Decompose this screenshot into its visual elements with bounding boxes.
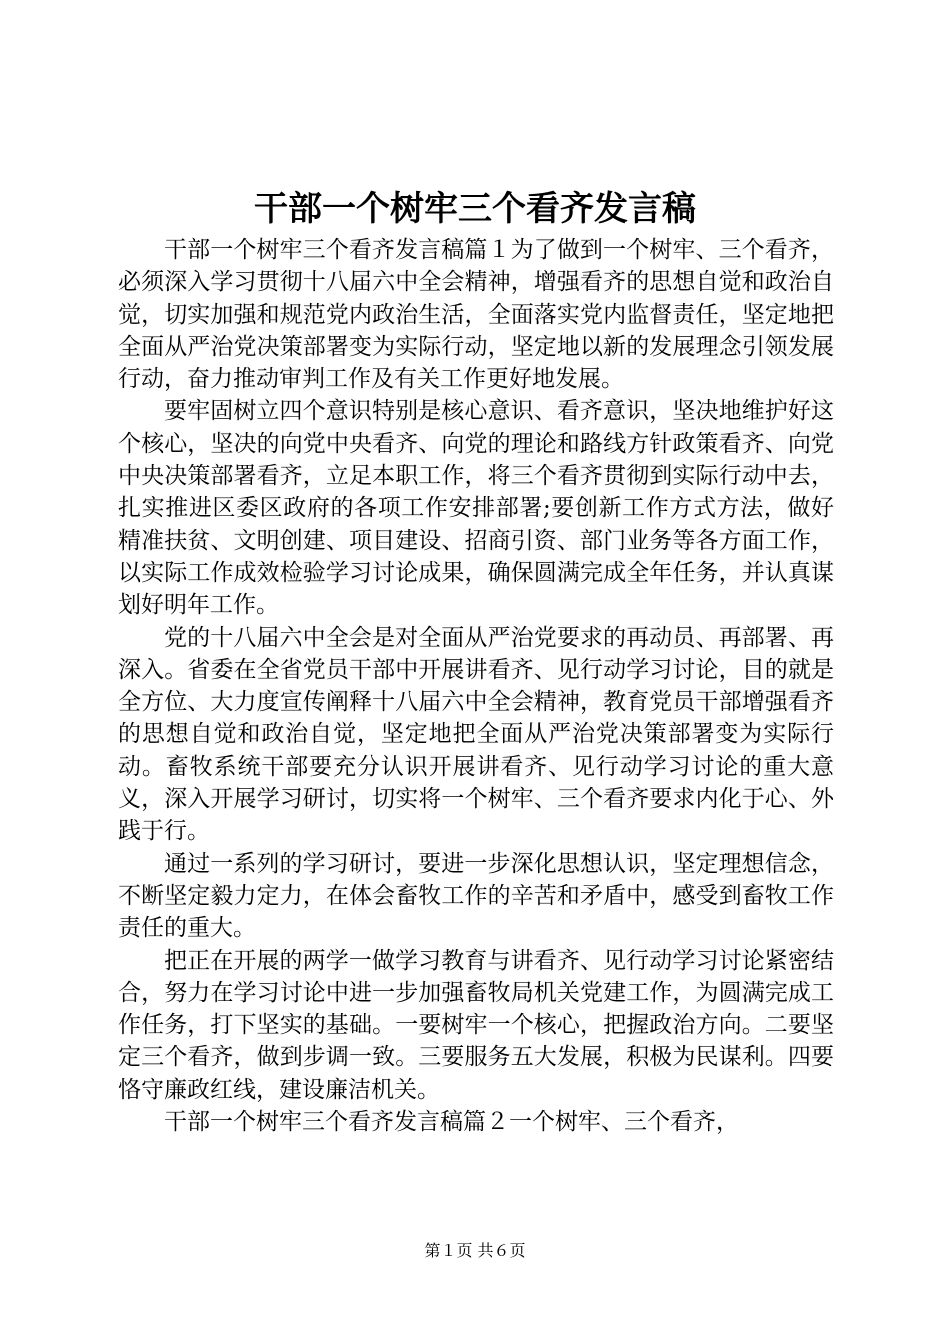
paragraph: 通过一系列的学习研讨，要进一步深化思想认识，坚定理想信念，不断坚定毅力定力，在体会畜牧工作的辛苦和矛盾中，感受到畜牧工作责任的重大。 [118, 850, 834, 942]
paragraph: 党的十八届六中全会是对全面从严治党要求的再动员、再部署、再深入。省委在全省党员干部中开展讲看齐、见行动学习讨论，目的就是全方位、大力度宣传阐释十八届六中全会精神，教育党员干部增强看齐的思想自觉和政治自觉，坚定地把全面从严治党决策部署变为实际行动。畜牧系统干部要充分认识开展讲看齐、见行动学习讨论的重大意义，深入开展学习研讨，切实将一个树牢、三个看齐要求内化于心、外践于行。 [118, 624, 834, 845]
document-body [118, 234, 834, 1138]
document-title: 干部一个树牢三个看齐发言稿 [254, 189, 696, 229]
page-number-footer: 第１页 共６页 [424, 1241, 526, 1260]
paragraph: 干部一个树牢三个看齐发言稿篇２一个树牢、三个看齐， [164, 1109, 739, 1136]
paragraph: 把正在开展的两学一做学习教育与讲看齐、见行动学习讨论紧密结合，努力在学习讨论中进一步加强畜牧局机关党建工作，为圆满完成工作任务，打下坚实的基础。一要树牢一个核心，把握政治方向。二要坚定三个看齐，做到步调一致。三要服务五大发展，积极为民谋利。四要恪守廉政红线，建设廉洁机关。 [118, 947, 834, 1103]
paragraph: 干部一个树牢三个看齐发言稿篇１为了做到一个树牢、三个看齐，必须深入学习贯彻十八届六中全会精神，增强看齐的思想自觉和政治自觉，切实加强和规范党内政治生活，全面落实党内监督责任，坚定地把全面从严治党决策部署变为实际行动，坚定地以新的发展理念引领发展行动，奋力推动审判工作及有关工作更好地发展。 [118, 237, 834, 393]
paragraph: 要牢固树立四个意识特别是核心意识、看齐意识，坚决地维护好这个核心，坚决的向党中央看齐、向党的理论和路线方针政策看齐、向党中央决策部署看齐，立足本职工作，将三个看齐贯彻到实际行动中去，扎实推进区委区政府的各项工作安排部署;要创新工作方式方法，做好精准扶贫、文明创建、项目建设、招商引资、部门业务等各方面工作，以实际工作成效检验学习讨论成果，确保圆满完成全年任务，并认真谋划好明年工作。 [118, 398, 834, 619]
